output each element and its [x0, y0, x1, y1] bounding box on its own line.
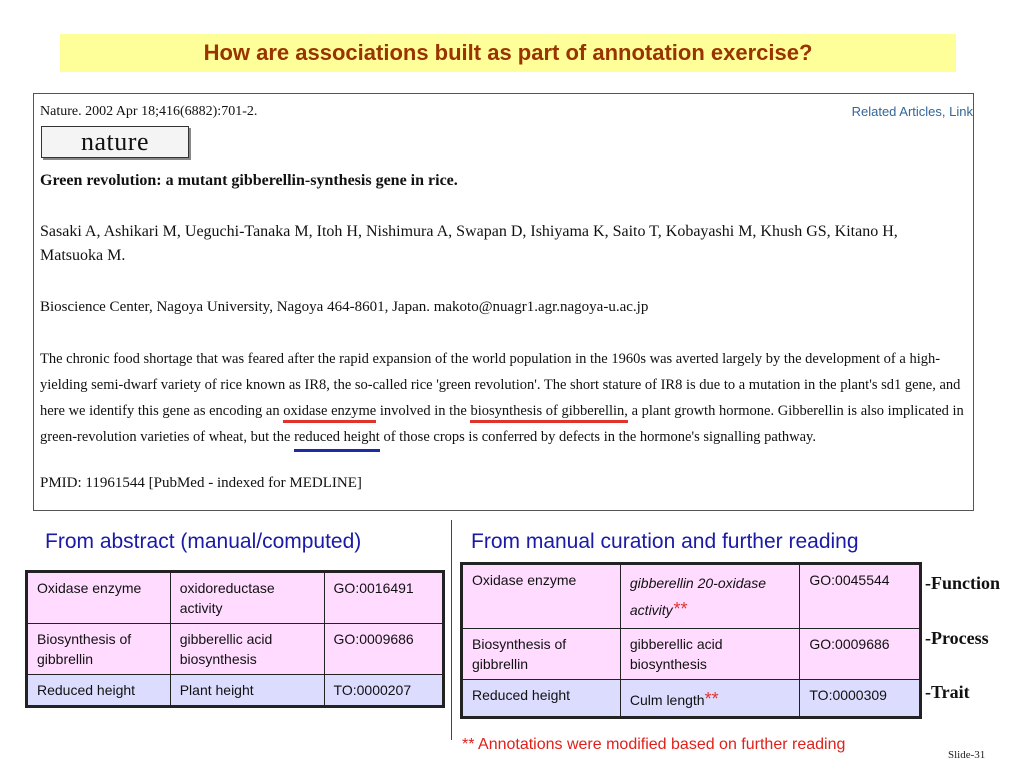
term-cell: Reduced height: [462, 680, 621, 718]
table-row: [462, 564, 921, 629]
term-cell: Oxidase enzyme: [27, 572, 171, 624]
ontology-id-cell: TO:0000309: [800, 680, 921, 718]
abstract-text-part: involved in the: [376, 403, 471, 419]
modified-marker: **: [672, 599, 687, 619]
right-heading: From manual curation and further reading: [471, 530, 859, 553]
abstract-text-part: The chronic food shortage that was feared after the rapid expansion of the world population in the 1960s was averted largely by the development of a high-yielding semi-dwarf variety of rice known as IR8, the so-called rice 'green revolution'. The short stature of IR8 is due to a mutation in the plant's sd1 gene, and here we identify this gene as encoding an: [40, 351, 961, 419]
affiliation: Bioscience Center, Nagoya University, Nagoya 464-8601, Japan. makoto@nuagr1.agr.nagoya-u.ac.jp: [40, 299, 649, 315]
annotation-text: gibberellin 20-oxidase activity: [629, 575, 767, 618]
modified-marker: **: [704, 689, 719, 709]
pubmed-abstract-screenshot: [33, 93, 974, 511]
slide-number: Slide-31: [948, 749, 986, 761]
title-banner: [60, 34, 956, 72]
process-label: -Process: [925, 628, 989, 648]
abstract-text-part: of those crops is conferred by defects in the hormone's signalling pathway.: [379, 429, 816, 445]
authors: Sasaki A, Ashikari M, Ueguchi-Tanaka M, Itoh H, Nishimura A, Swapan D, Ishiyama K, Saito T, Kobayashi M, Khush GS, Kitano H, Matsuoka M.: [40, 223, 898, 264]
annotation-text: Culm length: [629, 692, 705, 708]
term-cell: Biosynthesis of gibbrellin: [462, 629, 621, 680]
ontology-id-cell: GO:0045544: [800, 564, 921, 629]
abstract-annotation-table: [25, 570, 445, 708]
ontology-id-cell: GO:0009686: [324, 624, 443, 675]
footnote: ** Annotations were modified based on further reading: [462, 736, 846, 753]
table-row: [462, 629, 921, 680]
highlight-oxidase-enzyme: oxidase enzyme: [283, 403, 376, 423]
article-title: Green revolution: a mutant gibberellin-synthesis gene in rice.: [40, 172, 458, 189]
annotation-cell: Plant height: [170, 675, 324, 707]
annotation-cell: [620, 564, 799, 629]
term-cell: Biosynthesis of gibbrellin: [27, 624, 171, 675]
citation: Nature. 2002 Apr 18;416(6882):701-2.: [40, 104, 258, 119]
abstract-text: [40, 346, 965, 450]
annotation-cell: oxidoreductase activity: [170, 572, 324, 624]
trait-label: -Trait: [925, 682, 970, 702]
annotation-cell: [620, 680, 799, 718]
annotation-text: gibberellic acid biosynthesis: [629, 636, 723, 672]
highlight-reduced-height: reduced height: [294, 429, 380, 452]
table-row: [27, 675, 444, 707]
ontology-id-cell: GO:0009686: [800, 629, 921, 680]
highlight-biosynthesis: biosynthesis of gibberellin,: [470, 403, 627, 423]
table-row: [27, 624, 444, 675]
term-cell: Oxidase enzyme: [462, 564, 621, 629]
annotation-cell: gibberellic acid biosynthesis: [170, 624, 324, 675]
table-row: [27, 572, 444, 624]
table-row: [462, 680, 921, 718]
nature-logo: nature: [41, 126, 189, 158]
related-articles-link[interactable]: Related Articles, Link: [851, 104, 973, 119]
left-heading: From abstract (manual/computed): [45, 530, 362, 553]
slide-title: How are associations built as part of annotation exercise?: [203, 40, 813, 65]
ontology-id-cell: TO:0000207: [324, 675, 443, 707]
abstract-text-part: a plant growth hormone. Gibberellin is also implicated in green-revolution varieties of wheat, but the: [40, 403, 964, 445]
curation-annotation-table: [460, 562, 922, 719]
ontology-id-cell: GO:0016491: [324, 572, 443, 624]
annotation-cell: [620, 629, 799, 680]
vertical-divider: [451, 520, 452, 740]
function-label: -Function: [925, 573, 1001, 593]
term-cell: Reduced height: [27, 675, 171, 707]
pmid: PMID: 11961544 [PubMed - indexed for MEDLINE]: [40, 475, 362, 491]
